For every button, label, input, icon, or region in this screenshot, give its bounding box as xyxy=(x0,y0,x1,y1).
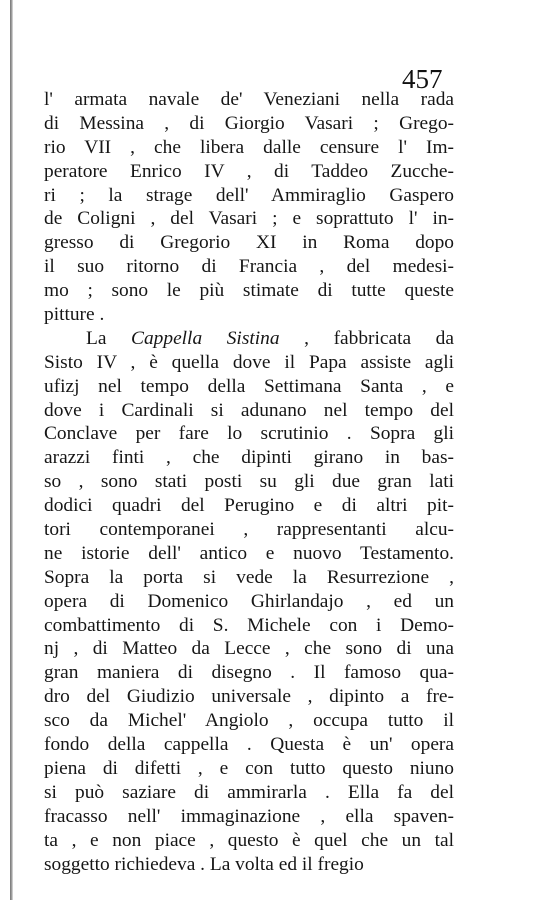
text-line: combattimento di S. Michele con i Demo- xyxy=(44,614,454,636)
body-text xyxy=(44,88,454,876)
text-line: de Coligni , del Vasari ; e soprattuto l' in- xyxy=(44,208,454,230)
text-line: tori contemporanei , rappresentanti alcu- xyxy=(44,519,454,541)
text-line: soggetto richiedeva . La volta ed il fregio xyxy=(44,853,364,875)
text-line: piena di difetti , e con tutto questo niuno xyxy=(44,757,454,779)
text-line: gran maniera di disegno . Il famoso qua- xyxy=(44,662,454,684)
paragraph-2 xyxy=(44,327,454,876)
text-line: si può saziare di ammirarla . Ella fa del xyxy=(44,781,454,803)
text-line: Sopra la porta si vede la Resurrezione , xyxy=(44,566,454,588)
text-line: pitture . xyxy=(44,304,105,326)
page-gutter-edge xyxy=(10,0,13,900)
text-line: l' armata navale de' Veneziani nella rada xyxy=(44,89,454,110)
text-line: Sisto IV , è quella dove il Papa assiste agli xyxy=(44,351,454,373)
text-line: sco da Michel' Angiolo , occupa tutto il xyxy=(44,710,454,732)
text-line: Conclave per fare lo scrutinio . Sopra gli xyxy=(44,423,454,445)
text-line: dove i Cardinali si adunano nel tempo del xyxy=(44,399,454,421)
text-line: gresso di Gregorio XI in Roma dopo xyxy=(44,232,454,254)
text-line: fondo della cappella . Questa è un' opera xyxy=(44,734,454,756)
text-line-prefix: La xyxy=(86,327,132,349)
text-line: mo ; sono le più stimate di tutte queste xyxy=(44,280,454,302)
text-line: ufizj nel tempo della Settimana Santa , e xyxy=(44,375,454,397)
text-line: ta , e non piace , questo è quel che un tal xyxy=(44,829,454,851)
text-line: peratore Enrico IV , di Taddeo Zucche- xyxy=(44,160,454,182)
paragraph-1 xyxy=(44,88,454,327)
text-line: rio VII , che libera dalle censure l' Im- xyxy=(44,136,454,158)
text-line: ri ; la strage dell' Ammiraglio Gaspero xyxy=(44,184,454,206)
text-line: il suo ritorno di Francia , del medesi- xyxy=(44,256,454,278)
text-line: dro del Giudizio universale , dipinto a fre- xyxy=(44,686,454,708)
text-line: opera di Domenico Ghirlandajo , ed un xyxy=(44,590,454,612)
text-line: so , sono stati posti su gli due gran lati xyxy=(44,471,454,493)
text-line: dodici quadri del Perugino e di altri pit- xyxy=(44,495,454,517)
page-number: 457 xyxy=(402,64,443,94)
text-line-first xyxy=(44,327,454,351)
text-line: ne istorie dell' antico e nuovo Testamento. xyxy=(44,542,454,564)
text-line-suffix: , fabbricata da xyxy=(279,327,454,349)
text-line: arazzi finti , che dipinti girano in bas- xyxy=(44,447,454,469)
italic-term-cappella-sistina: Cappella Sistina xyxy=(131,327,280,349)
text-line: di Messina , di Giorgio Vasari ; Grego- xyxy=(44,112,454,134)
text-line: nj , di Matteo da Lecce , che sono di una xyxy=(44,638,454,660)
text-line: fracasso nell' immaginazione , ella spaven- xyxy=(44,805,454,827)
